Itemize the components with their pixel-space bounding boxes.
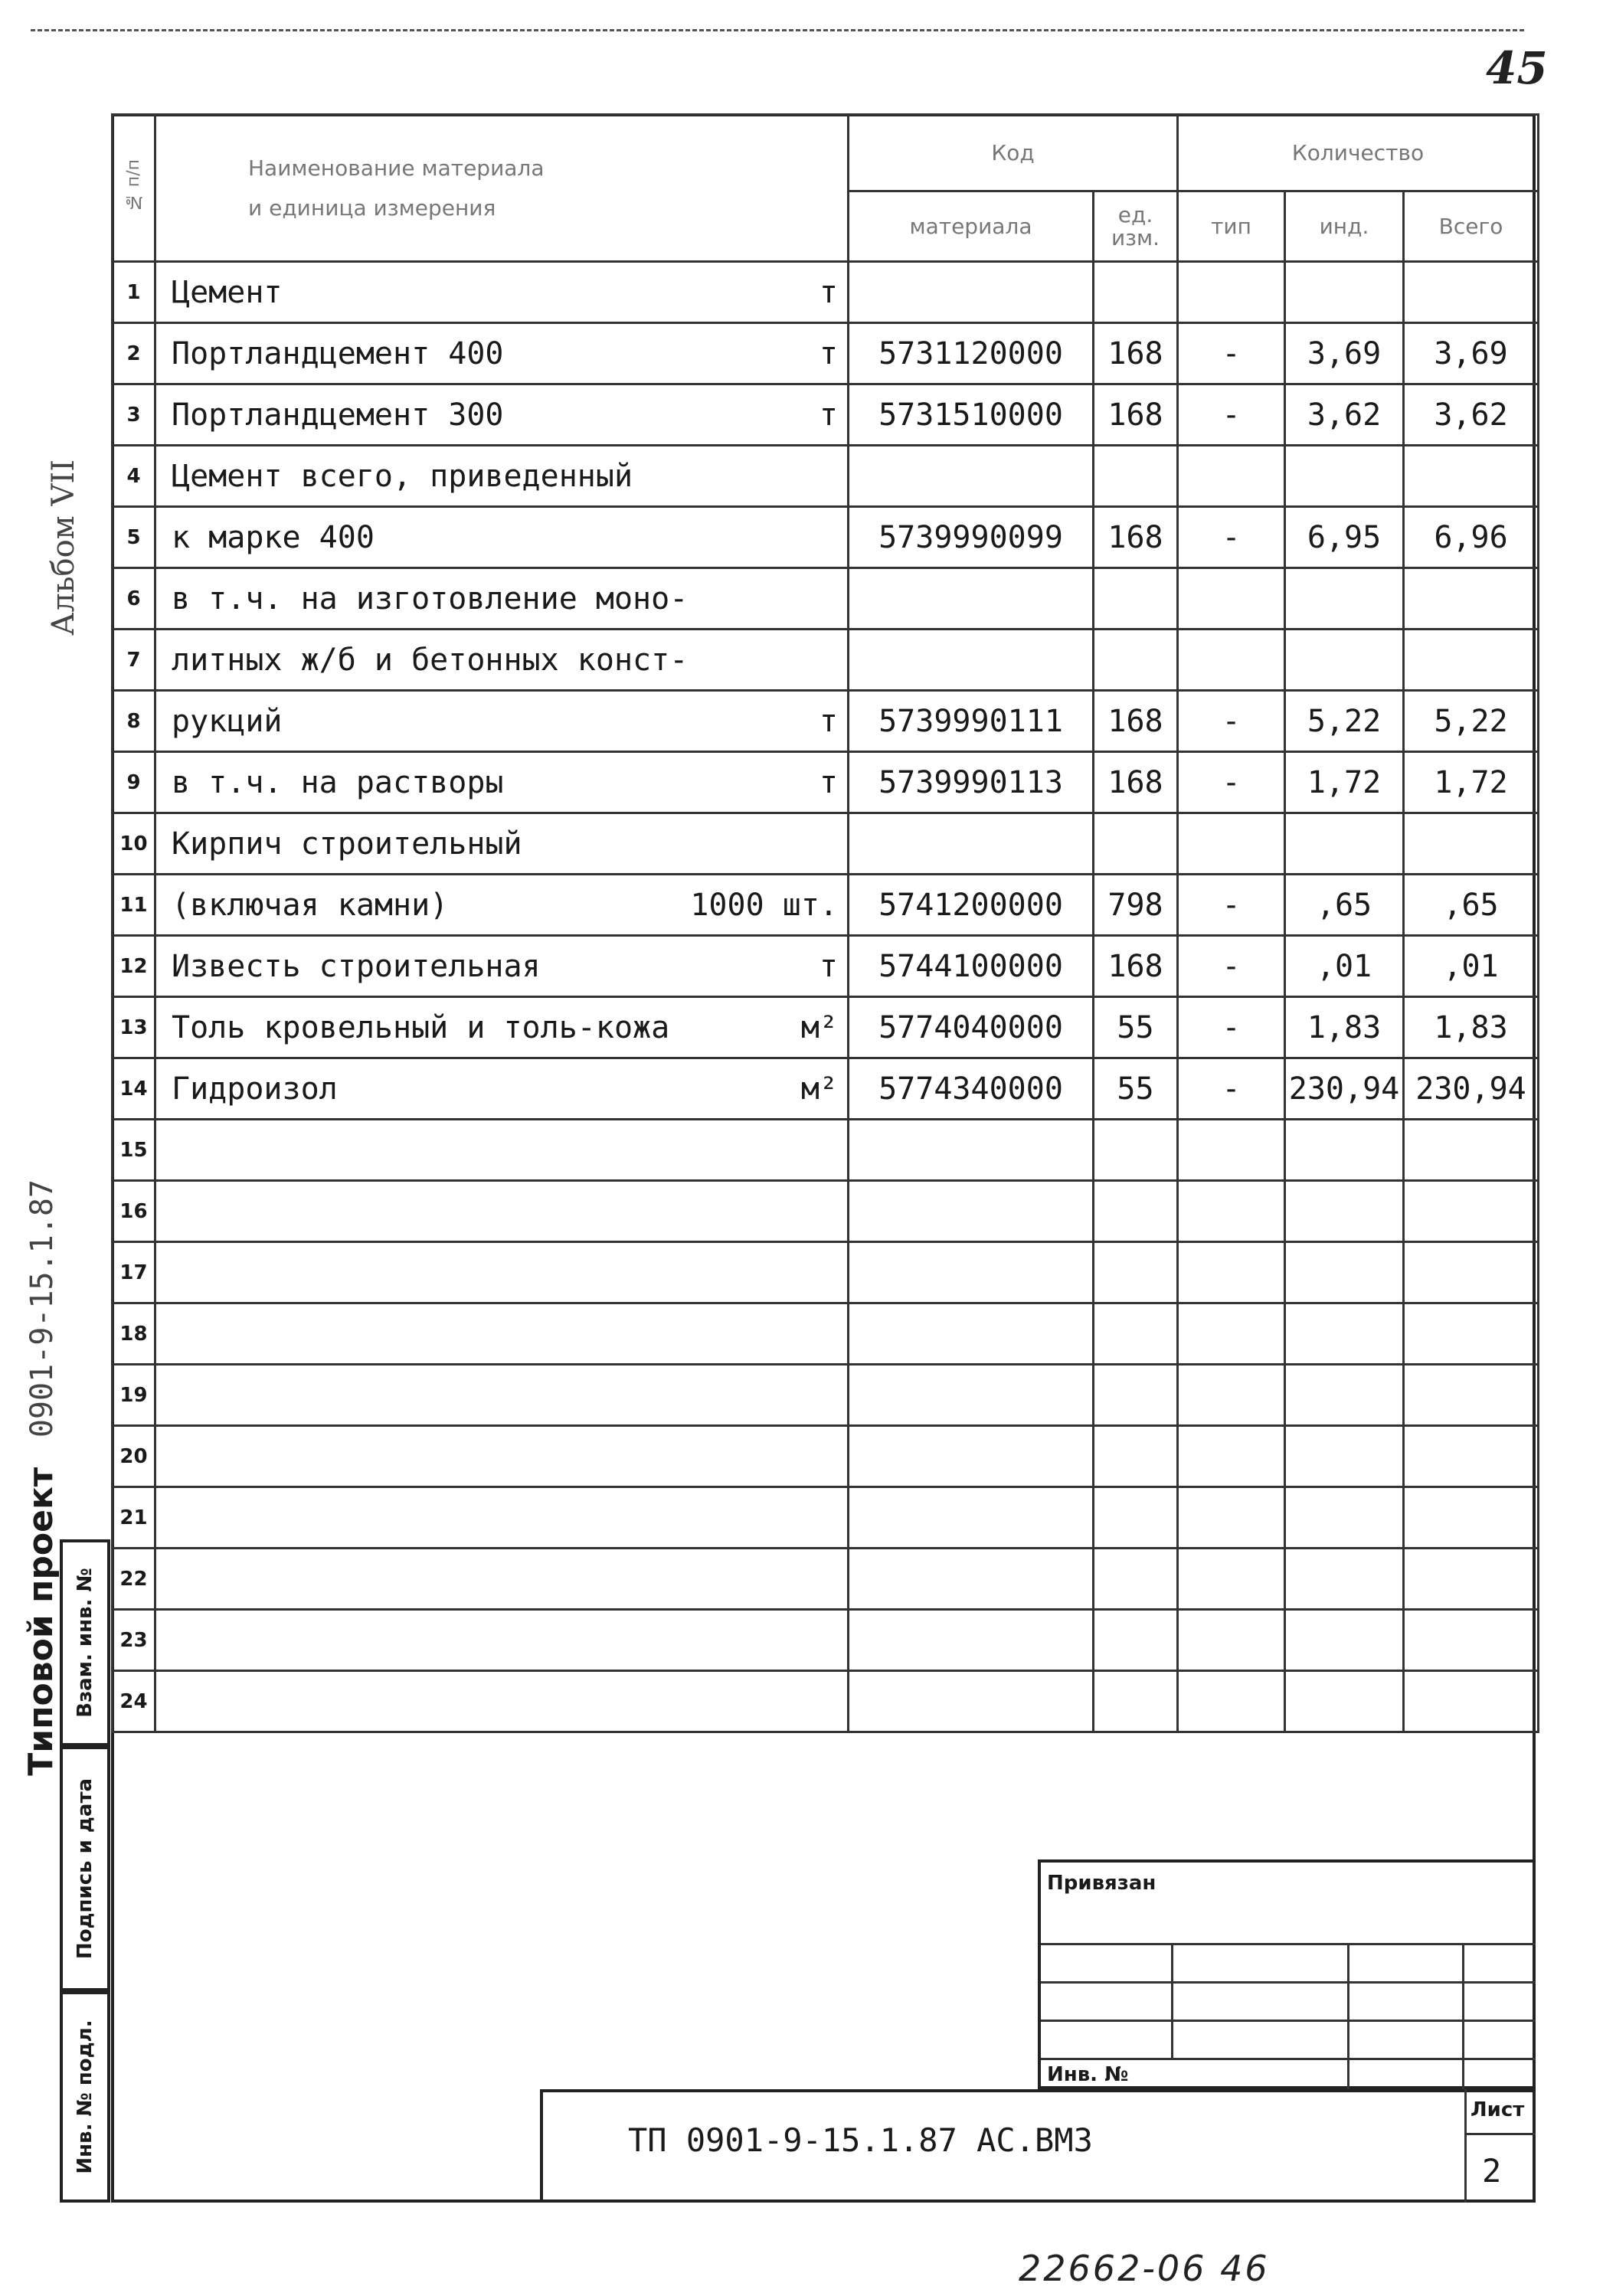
header-name-line2: и единица измерения [248,195,496,221]
col-code-unit: ед. изм. [1094,191,1178,262]
material-name-text: (включая камни) [172,887,449,923]
qty-total [1404,568,1539,630]
table-row [113,997,1539,1058]
material-code [849,630,1094,691]
qty-tip [1178,1671,1285,1732]
row-number: 22 [113,1549,155,1610]
material-unit: т [819,335,838,371]
material-code [849,1242,1094,1303]
material-code: 5739990111 [849,691,1094,752]
qty-tip: - [1178,691,1285,752]
material-unit: 1000 шт. [690,887,838,923]
row-number: 24 [113,1671,155,1732]
table-row [113,1426,1539,1487]
qty-tip: - [1178,752,1285,813]
sheet-label: Лист [1471,2098,1525,2121]
qty-ind: 5,22 [1285,691,1404,752]
material-name [155,691,849,752]
qty-tip: - [1178,875,1285,936]
row-number: 21 [113,1487,155,1549]
qty-ind [1285,1242,1404,1303]
row-number: 18 [113,1303,155,1365]
material-code [849,1365,1094,1426]
table-row [113,1242,1539,1303]
material-name-text: Цемент [172,274,283,310]
qty-total: 3,69 [1404,323,1539,384]
material-name-text: Портландцемент 300 [172,397,504,433]
qty-tip: - [1178,323,1285,384]
row-number: 15 [113,1120,155,1181]
col-qty-tip: тип [1178,191,1285,262]
col-row-number: № п/п [113,115,155,262]
material-name [155,1487,849,1549]
row-number: 5 [113,507,155,568]
material-code [849,446,1094,507]
material-name [155,568,849,630]
material-name-text: рукций [172,703,283,739]
stamp-inv-label: Инв. № подл. [74,2020,97,2174]
material-code [849,568,1094,630]
table-row [113,568,1539,630]
material-name [155,323,849,384]
qty-total [1404,1120,1539,1181]
qty-ind [1285,1426,1404,1487]
tb-vline-3 [1462,1943,1464,2089]
unit-code: 168 [1094,323,1178,384]
material-name [155,1671,849,1732]
qty-ind: 1,72 [1285,752,1404,813]
unit-code [1094,813,1178,875]
table-row [113,1487,1539,1549]
qty-ind [1285,813,1404,875]
qty-tip: - [1178,997,1285,1058]
qty-tip [1178,1303,1285,1365]
qty-tip [1178,1549,1285,1610]
sheet-number: 2 [1482,2152,1502,2190]
row-number: 1 [113,262,155,323]
material-name [155,997,849,1058]
unit-code [1094,1426,1178,1487]
material-code [849,1671,1094,1732]
table-row [113,1120,1539,1181]
row-number: 13 [113,997,155,1058]
material-code [849,1120,1094,1181]
table-row [113,1365,1539,1426]
archive-code: 22662-06 46 [1019,2248,1270,2289]
project-label: Типовой проект [21,1467,61,1776]
qty-total [1404,446,1539,507]
unit-code: 168 [1094,691,1178,752]
qty-ind [1285,1549,1404,1610]
material-unit: т [819,948,838,984]
table-row [113,1671,1539,1732]
project-code: 0901-9-15.1.87 [25,1179,60,1438]
qty-total [1404,1610,1539,1671]
col-code-material: материала [849,191,1094,262]
qty-ind [1285,262,1404,323]
unit-code [1094,568,1178,630]
qty-ind: ,65 [1285,875,1404,936]
material-name [155,1303,849,1365]
table-row [113,1549,1539,1610]
material-name [155,936,849,997]
qty-tip [1178,446,1285,507]
material-name-text: литных ж/б и бетонных конст- [172,642,689,678]
material-unit: т [819,703,838,739]
qty-total [1404,1365,1539,1426]
qty-tip [1178,1610,1285,1671]
sheet-divider [1464,2133,1536,2135]
table-row [113,1181,1539,1242]
project-title-text [21,1179,61,1776]
stamp-podpis-label: Подпись и дата [74,1778,97,1960]
unit-code [1094,1242,1178,1303]
table-row [113,507,1539,568]
unit-code: 168 [1094,752,1178,813]
qty-tip [1178,1120,1285,1181]
qty-total: 230,94 [1404,1058,1539,1120]
material-name [155,813,849,875]
col-qty-ind: инд. [1285,191,1404,262]
material-code [849,1487,1094,1549]
qty-tip: - [1178,507,1285,568]
qty-tip [1178,568,1285,630]
unit-code [1094,446,1178,507]
material-code: 5741200000 [849,875,1094,936]
material-unit: м² [800,1071,838,1107]
material-name [155,1426,849,1487]
table-row [113,1303,1539,1365]
materials-table [111,113,1539,1733]
material-name [155,446,849,507]
row-number: 20 [113,1426,155,1487]
qty-total: 5,22 [1404,691,1539,752]
table-row [113,936,1539,997]
material-name-text: в т.ч. на растворы [172,764,504,800]
row-number: 16 [113,1181,155,1242]
qty-ind: ,01 [1285,936,1404,997]
qty-ind [1285,1365,1404,1426]
material-name [155,1120,849,1181]
material-code [849,813,1094,875]
qty-ind [1285,1487,1404,1549]
row-number: 19 [113,1365,155,1426]
privyazan-label: Привязан [1047,1872,1156,1895]
row-number: 23 [113,1610,155,1671]
qty-ind: 3,69 [1285,323,1404,384]
qty-tip: - [1178,936,1285,997]
qty-tip [1178,1181,1285,1242]
table-row [113,323,1539,384]
material-name [155,1242,849,1303]
unit-code: 168 [1094,384,1178,446]
material-code: 5774040000 [849,997,1094,1058]
qty-tip [1178,262,1285,323]
stamp-vzam-label: Взам. инв. № [74,1568,97,1718]
table-row [113,630,1539,691]
qty-ind [1285,568,1404,630]
material-unit: т [819,764,838,800]
material-unit: т [819,274,838,310]
qty-total: 1,83 [1404,997,1539,1058]
unit-code [1094,1365,1178,1426]
qty-tip [1178,1242,1285,1303]
unit-code: 55 [1094,1058,1178,1120]
material-code [849,1303,1094,1365]
material-unit: т [819,397,838,433]
material-code [849,1549,1094,1610]
row-number: 4 [113,446,155,507]
table-row [113,875,1539,936]
qty-ind [1285,446,1404,507]
material-code: 5739990113 [849,752,1094,813]
qty-total [1404,1426,1539,1487]
unit-code: 798 [1094,875,1178,936]
material-code: 5731510000 [849,384,1094,446]
qty-tip: - [1178,1058,1285,1120]
material-name [155,507,849,568]
material-code: 5774340000 [849,1058,1094,1120]
material-name [155,1549,849,1610]
material-name [155,630,849,691]
qty-tip: - [1178,384,1285,446]
row-number: 6 [113,568,155,630]
row-number: 17 [113,1242,155,1303]
table-row [113,752,1539,813]
col-qty-total: Всего [1404,191,1539,262]
material-name [155,875,849,936]
material-name [155,1610,849,1671]
row-number: 10 [113,813,155,875]
row-number: 7 [113,630,155,691]
col-group-quantity: Количество [1178,115,1539,191]
material-name-text: Гидроизол [172,1071,338,1107]
stamp-inv-podl [60,1991,110,2203]
material-name-text: к марке 400 [172,519,375,555]
unit-code [1094,1487,1178,1549]
title-block [1038,1859,1536,2089]
material-name [155,752,849,813]
row-number: 3 [113,384,155,446]
unit-code [1094,1120,1178,1181]
material-code: 5731120000 [849,323,1094,384]
unit-code [1094,262,1178,323]
qty-total [1404,1487,1539,1549]
qty-total: 3,62 [1404,384,1539,446]
qty-ind: 1,83 [1285,997,1404,1058]
row-number: 12 [113,936,155,997]
qty-total [1404,1671,1539,1732]
row-number: 2 [113,323,155,384]
page-number: 45 [1486,42,1548,94]
row-number: 11 [113,875,155,936]
table-row [113,813,1539,875]
material-name-text: Цемент всего, приведенный [172,458,633,494]
qty-tip [1178,1365,1285,1426]
document-code: ТП 0901-9-15.1.87 АС.ВМ3 [628,2121,1093,2159]
table-row [113,1610,1539,1671]
qty-tip [1178,630,1285,691]
qty-ind: 230,94 [1285,1058,1404,1120]
stamp-vzam-inv [60,1539,110,1746]
unit-code [1094,1610,1178,1671]
unit-code: 168 [1094,936,1178,997]
qty-ind [1285,1120,1404,1181]
qty-total [1404,1181,1539,1242]
qty-ind [1285,1303,1404,1365]
material-name [155,1365,849,1426]
col-group-code: Код [849,115,1178,191]
qty-ind [1285,630,1404,691]
material-name-text: в т.ч. на изготовление моно- [172,581,689,617]
material-code: 5744100000 [849,936,1094,997]
qty-tip [1178,1426,1285,1487]
table-row [113,262,1539,323]
top-edge-line [31,29,1524,31]
qty-total [1404,630,1539,691]
material-code [849,262,1094,323]
tb-vline-2 [1347,1943,1349,2089]
table-row [113,384,1539,446]
stamp-podpis-data [60,1746,110,1991]
unit-code: 168 [1094,507,1178,568]
qty-ind: 3,62 [1285,384,1404,446]
qty-tip [1178,1487,1285,1549]
unit-code [1094,1671,1178,1732]
material-code [849,1181,1094,1242]
qty-ind [1285,1610,1404,1671]
qty-total [1404,1242,1539,1303]
unit-code [1094,1549,1178,1610]
qty-total: 6,96 [1404,507,1539,568]
col-name [155,115,849,262]
qty-total [1404,1303,1539,1365]
material-unit: м² [800,1009,838,1045]
material-name-text: Толь кровельный и толь-кожа [172,1009,670,1045]
material-code [849,1426,1094,1487]
qty-total: ,01 [1404,936,1539,997]
row-number: 14 [113,1058,155,1120]
qty-total [1404,1549,1539,1610]
unit-code [1094,1303,1178,1365]
album-label: Альбом VII [46,460,81,636]
material-name [155,1181,849,1242]
table-row [113,446,1539,507]
table-row [113,1058,1539,1120]
qty-ind [1285,1671,1404,1732]
material-name [155,384,849,446]
tb-vline-1 [1171,1943,1173,2058]
row-number: 8 [113,691,155,752]
qty-tip [1178,813,1285,875]
row-number: 9 [113,752,155,813]
material-name-text: Портландцемент 400 [172,335,504,371]
table-row [113,691,1539,752]
header-name-line1: Наименование материала [248,155,545,181]
qty-total: ,65 [1404,875,1539,936]
material-name [155,1058,849,1120]
qty-total: 1,72 [1404,752,1539,813]
unit-code: 55 [1094,997,1178,1058]
material-name-text: Известь строительная [172,948,541,984]
material-code [849,1610,1094,1671]
material-name [155,262,849,323]
qty-total [1404,813,1539,875]
inv-no-label: Инв. № [1047,2063,1129,2086]
material-name-text: Кирпич строительный [172,826,522,862]
qty-ind: 6,95 [1285,507,1404,568]
qty-total [1404,262,1539,323]
unit-code [1094,1181,1178,1242]
unit-code [1094,630,1178,691]
qty-ind [1285,1181,1404,1242]
material-code: 5739990099 [849,507,1094,568]
